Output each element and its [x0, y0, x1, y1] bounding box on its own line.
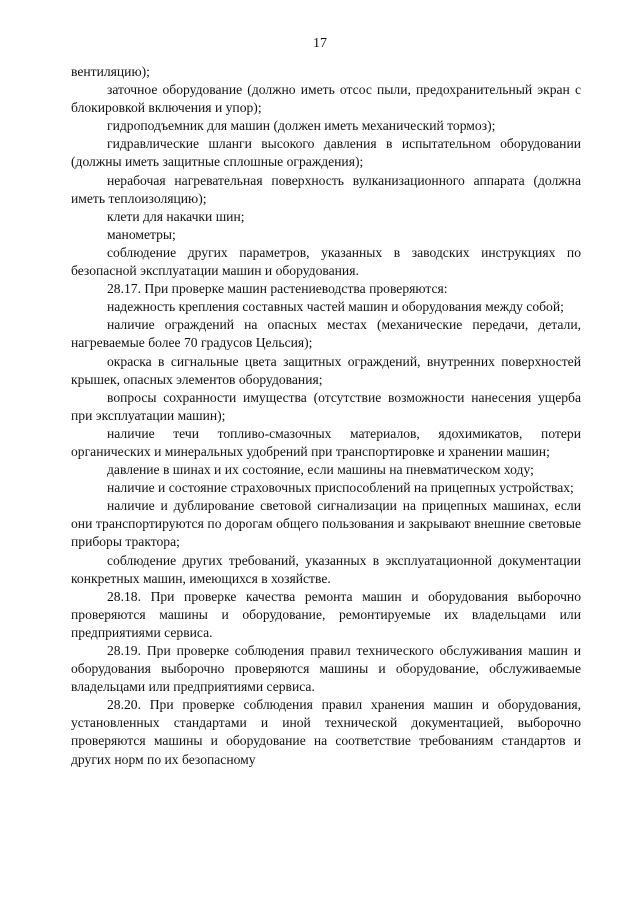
paragraph: наличие ограждений на опасных местах (механические передачи, детали, нагреваемые более 70 градусов Цельсия);	[71, 317, 581, 351]
section-paragraph: 28.20. При проверке соблюдения правил хранения машин и оборудования, установленных стандартами и иной технической документацией, выборочно проверяются машины и оборудование на соответствие требованиям стандартов и других норм по их безопасному	[71, 697, 581, 767]
paragraph: гидроподъемник для машин (должен иметь механический тормоз);	[107, 118, 496, 134]
paragraph: наличие и состояние страховочных приспособлений на прицепных устройствах;	[107, 480, 574, 496]
paragraph: соблюдение других параметров, указанных в заводских инструкциях по безопасной эксплуатации машин и оборудования.	[71, 244, 581, 279]
page-number: 17	[313, 36, 327, 51]
paragraph: соблюдение других требований, указанных в эксплуатационной документации конкретных машин, имеющихся в хозяйстве.	[71, 552, 581, 586]
paragraph: гидравлические шланги высокого давления в испытательном оборудовании (должны иметь защитные сплошные ограждения);	[71, 136, 581, 170]
paragraph: манометры;	[107, 226, 176, 242]
section-paragraph: 28.17. При проверке машин растениеводства проверяются:	[107, 281, 448, 297]
paragraph: наличие и дублирование световой сигнализации на прицепных машинах, если они транспортируются по дорогам общего пользования и закрывают внешние световые приборы трактора;	[71, 498, 581, 550]
paragraph: нерабочая нагревательная поверхность вулканизационного аппарата (должна иметь теплоизоляцию);	[71, 172, 581, 206]
paragraph: давление в шинах и их состояние, если машины на пневматическом ходу;	[107, 462, 534, 478]
document-body	[71, 63, 581, 769]
paragraph: вентиляцию);	[71, 64, 150, 79]
section-paragraph: 28.19. При проверке соблюдения правил технического обслуживания машин и оборудования выборочно проверяются машины и оборудование, обслуживаемые владельцами или предприятиями сервиса.	[71, 643, 581, 695]
paragraph: наличие течи топливо-смазочных материалов, ядохимикатов, потери органических и минеральных удобрений при транспортировке и хранении машин;	[71, 425, 581, 459]
paragraph: вопросы сохранности имущества (отсутствие возможности нанесения ущерба при эксплуатации машин);	[71, 389, 581, 423]
paragraph: клети для накачки шин;	[107, 208, 245, 224]
paragraph: окраска в сигнальные цвета защитных ограждений, внутренних поверхностей крышек, опасных элементов оборудования;	[71, 353, 581, 387]
paragraph: надежность крепления составных частей машин и оборудования между собой;	[107, 299, 564, 315]
section-paragraph: 28.18. При проверке качества ремонта машин и оборудования выборочно проверяются машины и оборудование, ремонтируемые их владельцами или предприятиями сервиса.	[71, 588, 581, 640]
paragraph: заточное оборудование (должно иметь отсос пыли, предохранительный экран с блокировкой включения и упор);	[71, 82, 581, 116]
